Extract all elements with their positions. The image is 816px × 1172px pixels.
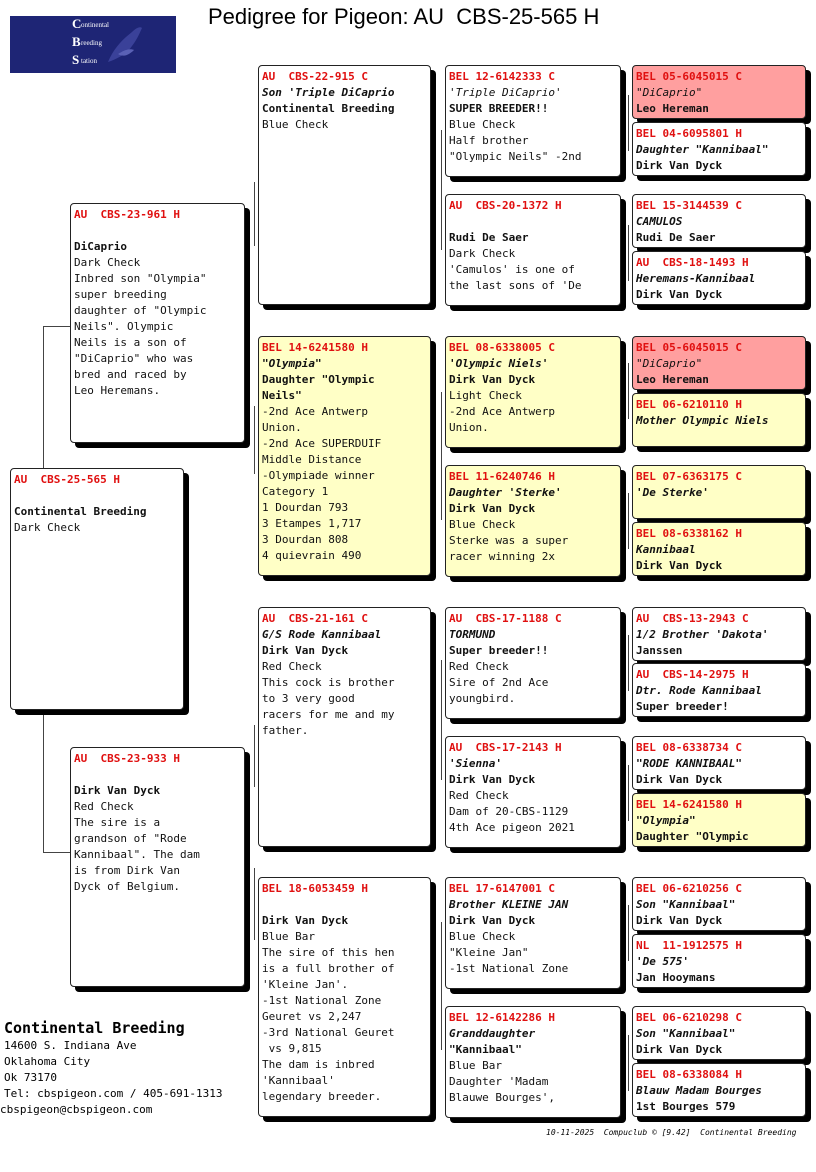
pedigree-text-line: Son "Kannibaal" — [636, 898, 736, 911]
pedigree-text-line: is from Dirk Van — [74, 864, 180, 877]
connector-line — [441, 130, 442, 250]
pedigree-text-line: bred and raced by — [74, 368, 187, 381]
pedigree-text-line: 3 Dourdan 808 — [262, 533, 349, 546]
pedigree-text-line: Dirk Van Dyck — [636, 914, 723, 927]
pedigree-text-line: Dirk Van Dyck — [636, 288, 723, 301]
pedigree-text-line: Red Check — [449, 660, 509, 673]
ring-number: AU CBS-21-161 C — [262, 612, 368, 625]
pedigree-text-line: 'Kannibaal' — [262, 1074, 335, 1087]
connector-line — [628, 635, 629, 691]
pedigree-text-line: The sire of this hen — [262, 946, 395, 959]
pedigree-text-line: Brother KLEINE JAN — [449, 898, 569, 911]
ring-number: AU CBS-25-565 H — [14, 473, 120, 486]
pedigree-text-line: Dyck of Belgium. — [74, 880, 180, 893]
pedigree-text-line — [74, 223, 241, 239]
email-line: cbspigeon@cbspigeon.com — [0, 1103, 153, 1116]
cbs-logo — [10, 16, 176, 73]
pedigree-text-line: SUPER BREEDER!! — [449, 102, 549, 115]
address-line-3: Ok 73170 — [4, 1071, 57, 1084]
logo-letter-b: B — [72, 34, 81, 49]
pedigree-card-gen4-7[interactable] — [632, 465, 806, 519]
ring-number: BEL 08-6338162 H — [636, 527, 742, 540]
pedigree-text-line: the last sons of 'De — [449, 279, 582, 292]
ring-number: AU CBS-17-1188 C — [449, 612, 562, 625]
pedigree-text-line: Dirk Van Dyck — [449, 773, 536, 786]
pedigree-card-gen4-16[interactable] — [632, 1063, 806, 1117]
pedigree-text-line: "Olympia" — [262, 357, 322, 370]
connector-line — [254, 868, 255, 940]
ring-number: AU CBS-13-2943 C — [636, 612, 749, 625]
pedigree-text-line: Blue Bar — [262, 930, 315, 943]
pedigree-card-gen3-1[interactable] — [445, 65, 621, 177]
pedigree-text-line: Dirk Van Dyck — [449, 373, 536, 386]
pedigree-text-line: Dirk Van Dyck — [636, 1043, 723, 1056]
pedigree-text-line: Red Check — [74, 800, 134, 813]
pedigree-card-gen2-3[interactable] — [258, 607, 431, 847]
pedigree-text-line: vs 9,815 — [262, 1042, 322, 1055]
pedigree-text-line — [74, 767, 241, 783]
logo-word-continental: ontinental — [81, 21, 109, 29]
pedigree-text-line: Red Check — [262, 660, 322, 673]
pedigree-text-line: Dirk Van Dyck — [636, 159, 723, 172]
pedigree-text-line: Daughter "Olympic — [636, 830, 749, 843]
pedigree-card-dam[interactable] — [70, 747, 245, 987]
ring-number: BEL 17-6147001 C — [449, 882, 555, 895]
ring-number: BEL 07-6363175 C — [636, 470, 742, 483]
pedigree-text-line: -2nd Ace Antwerp — [262, 405, 368, 418]
pedigree-text-line: "Olympic Neils" -2nd — [449, 150, 582, 163]
ring-number: NL 11-1912575 H — [636, 939, 742, 952]
pedigree-text-line: Leo Hereman — [636, 102, 709, 115]
pedigree-text-line: Dam of 20-CBS-1129 — [449, 805, 569, 818]
pedigree-card-gen3-8[interactable] — [445, 1006, 621, 1118]
connector-line — [441, 392, 442, 520]
connector-line — [254, 182, 255, 246]
pedigree-text-line: Janssen — [636, 644, 683, 657]
pedigree-text-line: Category 1 — [262, 485, 329, 498]
ring-number: BEL 06-6210256 C — [636, 882, 742, 895]
pedigree-text-line: Dirk Van Dyck — [449, 502, 536, 515]
pedigree-text-line: Daughter "Olympic — [262, 373, 375, 386]
breeder-name: Continental Breeding — [4, 1019, 185, 1037]
ring-number: AU CBS-18-1493 H — [636, 256, 749, 269]
pedigree-text-line: Kannibaal — [636, 543, 696, 556]
pedigree-text-line: Dirk Van Dyck — [636, 773, 723, 786]
connector-line — [43, 710, 44, 852]
pedigree-text-line: Continental Breeding — [14, 505, 147, 518]
pedigree-text-line: 'Sienna' — [449, 757, 502, 770]
pedigree-text-line — [14, 488, 180, 504]
pedigree-text-line: "Kleine Jan" — [449, 946, 529, 959]
connector-line — [628, 95, 629, 151]
pedigree-text-line: racers for me and my — [262, 708, 395, 721]
ring-number: AU CBS-23-961 H — [74, 208, 180, 221]
pedigree-text-line: Daughter 'Sterke' — [449, 486, 562, 499]
pedigree-card-gen3-3[interactable] — [445, 336, 621, 448]
pedigree-text-line: Sterke was a super — [449, 534, 569, 547]
address-line-1: 14600 S. Indiana Ave — [4, 1039, 137, 1052]
pedigree-text-line: DiCaprio — [74, 240, 127, 253]
connector-line — [441, 922, 442, 1050]
pedigree-text-line: Leo Hereman — [636, 373, 709, 386]
ring-number: BEL 14-6241580 H — [636, 798, 742, 811]
pedigree-text-line: super breeding — [74, 288, 167, 301]
pedigree-card-gen2-2[interactable] — [258, 336, 431, 576]
pedigree-text-line: Blue Check — [262, 118, 329, 131]
pedigree-text-line: "RODE KANNIBAAL" — [636, 757, 742, 770]
pedigree-text-line: Super breeder!! — [449, 644, 549, 657]
pedigree-text-line: 4 quievrain 490 — [262, 549, 362, 562]
pedigree-text-line: to 3 very good — [262, 692, 355, 705]
pedigree-text-line: 'Camulos' is one of — [449, 263, 575, 276]
ring-number: BEL 12-6142333 C — [449, 70, 555, 83]
pedigree-text-line: Blue Bar — [449, 1059, 502, 1072]
pedigree-text-line: Dirk Van Dyck — [636, 559, 723, 572]
pedigree-text-line: 'De 575' — [636, 955, 689, 968]
connector-line — [628, 1035, 629, 1091]
pedigree-text-line — [262, 897, 427, 913]
pedigree-text-line: The sire is a — [74, 816, 161, 829]
pedigree-text-line: Continental Breeding — [262, 102, 395, 115]
pedigree-card-subject[interactable] — [10, 468, 184, 710]
pedigree-text-line: Half brother — [449, 134, 529, 147]
pedigree-text-line: Dirk Van Dyck — [262, 914, 349, 927]
pedigree-card-gen4-4[interactable] — [632, 251, 806, 305]
pedigree-card-gen3-4[interactable] — [445, 465, 621, 577]
pedigree-text-line: youngbird. — [449, 692, 516, 705]
connector-line — [441, 660, 442, 780]
pedigree-text-line: Son 'Triple DiCaprio — [262, 86, 395, 99]
logo-word-breeding: reeding — [81, 39, 102, 47]
connector-line — [628, 363, 629, 419]
pedigree-text-line: Heremans-Kannibaal — [636, 272, 756, 285]
pedigree-text-line: Super breeder! — [636, 700, 729, 713]
pedigree-text-line: This cock is brother — [262, 676, 395, 689]
pedigree-text-line: 'Olympic Niels' — [449, 357, 549, 370]
pedigree-text-line: "Kannibaal" — [449, 1043, 522, 1056]
pedigree-card-sire[interactable] — [70, 203, 245, 443]
pedigree-card-gen4-2[interactable] — [632, 122, 806, 176]
breeder-contact-block — [0, 1018, 223, 1118]
pedigree-text-line: Sire of 2nd Ace — [449, 676, 549, 689]
connector-line — [628, 905, 629, 961]
pedigree-text-line: The dam is inbred — [262, 1058, 375, 1071]
connector-line — [628, 225, 629, 281]
pedigree-text-line: Geuret vs 2,247 — [262, 1010, 362, 1023]
pedigree-text-line: Granddaughter — [449, 1027, 536, 1040]
pedigree-card-gen3-2[interactable] — [445, 194, 621, 306]
ring-number: BEL 18-6053459 H — [262, 882, 368, 895]
pedigree-text-line: grandson of "Rode — [74, 832, 187, 845]
pedigree-text-line: -1st National Zone — [449, 962, 569, 975]
pedigree-card-gen4-3[interactable] — [632, 194, 806, 248]
pedigree-text-line: Union. — [449, 421, 489, 434]
pedigree-card-gen4-13[interactable] — [632, 877, 806, 931]
pedigree-text-line: -2nd Ace Antwerp — [449, 405, 555, 418]
pedigree-text-line: Dirk Van Dyck — [74, 784, 161, 797]
pedigree-text-line: Neils" — [262, 389, 302, 402]
pedigree-text-line: 'De Sterke' — [636, 486, 709, 499]
pedigree-text-line: Dark Check — [14, 521, 81, 534]
pedigree-text-line: racer winning 2x — [449, 550, 555, 563]
pedigree-text-line: 4th Ace pigeon 2021 — [449, 821, 575, 834]
pedigree-text-line: Daughter "Kannibaal" — [636, 143, 769, 156]
pedigree-text-line: Dtr. Rode Kannibaal — [636, 684, 762, 697]
ring-number: BEL 08-6338734 C — [636, 741, 742, 754]
pedigree-text-line: Inbred son "Olympia" — [74, 272, 207, 285]
ring-number: BEL 08-6338005 C — [449, 341, 555, 354]
pedigree-text-line: Mother Olympic Niels — [636, 414, 769, 427]
pedigree-card-gen4-12[interactable] — [632, 793, 806, 847]
connector-line — [628, 493, 629, 549]
ring-number: BEL 12-6142286 H — [449, 1011, 555, 1024]
pedigree-text-line: Jan Hooymans — [636, 971, 716, 984]
pedigree-text-line: "DiCaprio" — [636, 86, 703, 99]
pedigree-text-line: Dark Check — [74, 256, 141, 269]
ring-number: AU CBS-20-1372 H — [449, 199, 562, 212]
pedigree-text-line: Red Check — [449, 789, 509, 802]
connector-line — [254, 725, 255, 787]
ring-number: BEL 11-6240746 H — [449, 470, 555, 483]
pedigree-card-gen3-7[interactable] — [445, 877, 621, 989]
page-title: Pedigree for Pigeon: AU CBS-25-565 H — [208, 4, 600, 29]
pedigree-text-line: 1/2 Brother 'Dakota' — [636, 628, 769, 641]
logo-word-station: tation — [81, 57, 97, 65]
pedigree-text-line: Dirk Van Dyck — [262, 644, 349, 657]
logo-letter-s: S — [72, 52, 80, 67]
ring-number: BEL 04-6095801 H — [636, 127, 742, 140]
ring-number: AU CBS-23-933 H — [74, 752, 180, 765]
pedigree-text-line: Rudi De Saer — [449, 231, 529, 244]
connector-line — [43, 326, 70, 327]
pedigree-card-gen4-14[interactable] — [632, 934, 806, 988]
pedigree-text-line: legendary breeder. — [262, 1090, 382, 1103]
pedigree-card-gen4-6[interactable] — [632, 393, 806, 447]
pedigree-card-gen4-5[interactable] — [632, 336, 806, 390]
ring-number: BEL 08-6338084 H — [636, 1068, 742, 1081]
pedigree-text-line: Light Check — [449, 389, 522, 402]
pedigree-text-line: Son "Kannibaal" — [636, 1027, 736, 1040]
pedigree-card-gen4-15[interactable] — [632, 1006, 806, 1060]
pedigree-text-line: 1 Dourdan 793 — [262, 501, 349, 514]
pedigree-card-gen4-8[interactable] — [632, 522, 806, 576]
pigeon-logo-icon — [104, 22, 144, 68]
ring-number: BEL 05-6045015 C — [636, 70, 742, 83]
pedigree-text-line: -3rd National Geuret — [262, 1026, 395, 1039]
pedigree-text-line: Blue Check — [449, 930, 516, 943]
connector-line — [254, 406, 255, 474]
connector-line — [628, 765, 629, 821]
ring-number: BEL 15-3144539 C — [636, 199, 742, 212]
pedigree-card-gen4-1[interactable] — [632, 65, 806, 119]
pedigree-text-line: Blue Check — [449, 118, 516, 131]
pedigree-text-line: Neils is a son of — [74, 336, 187, 349]
pedigree-text-line: "DiCaprio" — [636, 357, 703, 370]
pedigree-text-line: father. — [262, 724, 309, 737]
pedigree-text-line: -Olympiade winner — [262, 469, 375, 482]
pedigree-text-line: Dirk Van Dyck — [449, 914, 536, 927]
pedigree-text-line: Blauw Madam Bourges — [636, 1084, 762, 1097]
pedigree-text-line: CAMULOS — [636, 215, 683, 228]
pedigree-card-gen3-6[interactable] — [445, 736, 621, 848]
pedigree-text-line: Rudi De Saer — [636, 231, 716, 244]
pedigree-text-line: daughter of "Olympic — [74, 304, 207, 317]
pedigree-text-line: Leo Heremans. — [74, 384, 161, 397]
pedigree-text-line: Dark Check — [449, 247, 516, 260]
pedigree-text-line: TORMUND — [449, 628, 496, 641]
pedigree-text-line: -2nd Ace SUPERDUIF — [262, 437, 382, 450]
pedigree-text-line: Middle Distance — [262, 453, 362, 466]
pedigree-text-line: "DiCaprio" who was — [74, 352, 194, 365]
ring-number: BEL 06-6210110 H — [636, 398, 742, 411]
pedigree-text-line: is a full brother of — [262, 962, 395, 975]
ring-number: AU CBS-14-2975 H — [636, 668, 749, 681]
pedigree-card-gen2-4[interactable] — [258, 877, 431, 1117]
pedigree-text-line: Union. — [262, 421, 302, 434]
phone-line: Tel: cbspigeon.com / 405-691-1313 — [4, 1087, 223, 1100]
pedigree-card-gen4-9[interactable] — [632, 607, 806, 661]
pedigree-text-line: 'Triple DiCaprio' — [449, 86, 562, 99]
pedigree-text-line: 1st Bourges 579 — [636, 1100, 736, 1113]
ring-number: BEL 06-6210298 C — [636, 1011, 742, 1024]
ring-number: AU CBS-17-2143 H — [449, 741, 562, 754]
address-line-2: Oklahoma City — [4, 1055, 91, 1068]
pedigree-text-line: Blue Check — [449, 518, 516, 531]
pedigree-card-gen4-10[interactable] — [632, 663, 806, 717]
pedigree-text-line: 'Kleine Jan'. — [262, 978, 349, 991]
logo-letter-c: C — [72, 16, 82, 31]
ring-number: BEL 14-6241580 H — [262, 341, 368, 354]
pedigree-text-line: 3 Etampes 1,717 — [262, 517, 362, 530]
pedigree-text-line: -1st National Zone — [262, 994, 382, 1007]
pedigree-text-line — [449, 214, 617, 230]
pedigree-card-gen4-11[interactable] — [632, 736, 806, 790]
pedigree-card-gen3-5[interactable] — [445, 607, 621, 719]
connector-line — [43, 326, 44, 468]
pedigree-text-line: "Olympia" — [636, 814, 696, 827]
ring-number: AU CBS-22-915 C — [262, 70, 368, 83]
pedigree-text-line: Kannibaal". The dam — [74, 848, 200, 861]
pedigree-text-line: Daughter 'Madam — [449, 1075, 549, 1088]
pedigree-text-line: Blauwe Bourges', — [449, 1091, 555, 1104]
pedigree-text-line: Neils". Olympic — [74, 320, 174, 333]
pedigree-card-gen2-1[interactable] — [258, 65, 431, 305]
connector-line — [43, 852, 70, 853]
ring-number: BEL 05-6045015 C — [636, 341, 742, 354]
pedigree-text-line: G/S Rode Kannibaal — [262, 628, 382, 641]
print-stamp: 10-11-2025 Compuclub © [9.42] Continental Breeding — [546, 1128, 797, 1137]
